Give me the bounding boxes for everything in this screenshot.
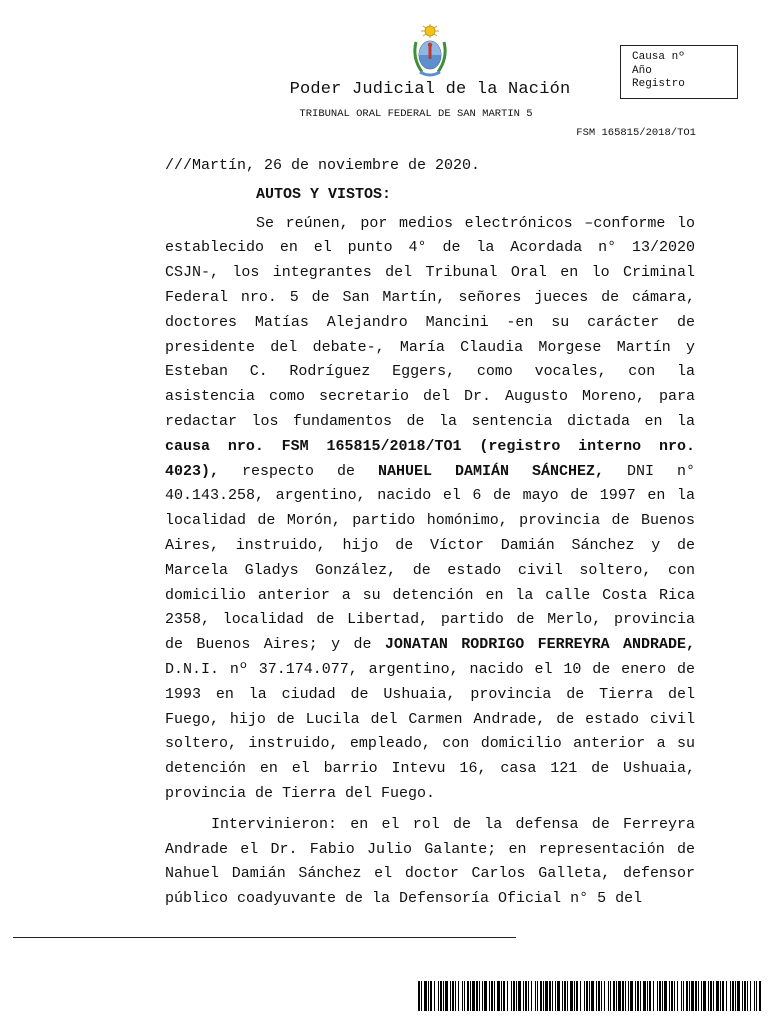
paragraph-text: respecto de	[219, 462, 378, 480]
paragraph-text: DNI n° 40.143.258, argentino, nacido el 6 de mayo de 1997 en la localidad de Morón, partido homónimo, provincia de Buenos Aires, instruido, hijo de Víctor Damián Sánchez y de Marcela Gladys González, de estado civil soltero, con domicilio anterior a su detención en la calle Costa Rica 2358, localidad de Libertad, partido de Merlo, provincia de Buenos Aires; y de	[165, 462, 695, 654]
cause-box-line-year: Año	[632, 64, 652, 77]
section-heading: AUTOS Y VISTOS:	[256, 185, 392, 203]
court-name: Poder Judicial de la Nación	[289, 80, 571, 99]
coat-of-arms-icon	[410, 22, 450, 80]
tribunal-name: TRIBUNAL ORAL FEDERAL DE SAN MARTIN 5	[299, 108, 533, 120]
cause-box	[620, 45, 738, 99]
case-reference: causa nro. FSM 165815/2018/TO1 (registro interno nro. 4023),	[165, 437, 695, 480]
cause-box-line-cause: Causa nº	[632, 51, 685, 63]
paragraph-text: Se reúnen, por medios electrónicos –conforme lo establecido en el punto 4° de la Acordada n° 13/2020 CSJN-, los integrantes del Tribunal Oral en lo Criminal Federal nro. 5 de San Martín, señores jueces de cámara, doctores Matías Alejandro Mancini -en su carácter de presidente del debate-, María Claudia Morgese Martín y Esteban C. Rodríguez Eggers, como vocales, con la asistencia como secretario del Dr. Augusto Moreno, para redactar los fundamentos de la sentencia dictada en la	[165, 214, 695, 430]
cause-box-line-registry: Registro	[632, 78, 685, 90]
footnote-divider	[13, 937, 516, 938]
document-body	[165, 154, 695, 912]
paragraph-text: D.N.I. nº 37.174.077, argentino, nacido el 10 de enero de 1993 en la ciudad de Ushuaia, provincia de Tierra del Fuego, hijo de Lucila del Carmen Andrade, de estado civil soltero, instruido, empleado, con domicilio anterior a su detención en el barrio Intevu 16, casa 121 de Ushuaia, provincia de Tierra del Fuego.	[165, 660, 695, 802]
defendant-name: NAHUEL DAMIÁN SÁNCHEZ,	[378, 462, 605, 480]
defendant-name: JONATAN RODRIGO FERREYRA ANDRADE,	[384, 636, 695, 654]
paragraph-parties	[165, 212, 695, 807]
file-number: FSM 165815/2018/TO1	[576, 127, 696, 139]
date-line: ///Martín, 26 de noviembre de 2020.	[165, 157, 481, 174]
paragraph-intervenors: Intervinieron: en el rol de la defensa de Ferreyra Andrade el Dr. Fabio Julio Galante; en representación de Nahuel Damián Sánchez el doctor Carlos Galleta, defensor público coadyuvante de la Defensoría Oficial n° 5 del	[165, 815, 695, 908]
barcode-icon	[418, 981, 761, 1011]
